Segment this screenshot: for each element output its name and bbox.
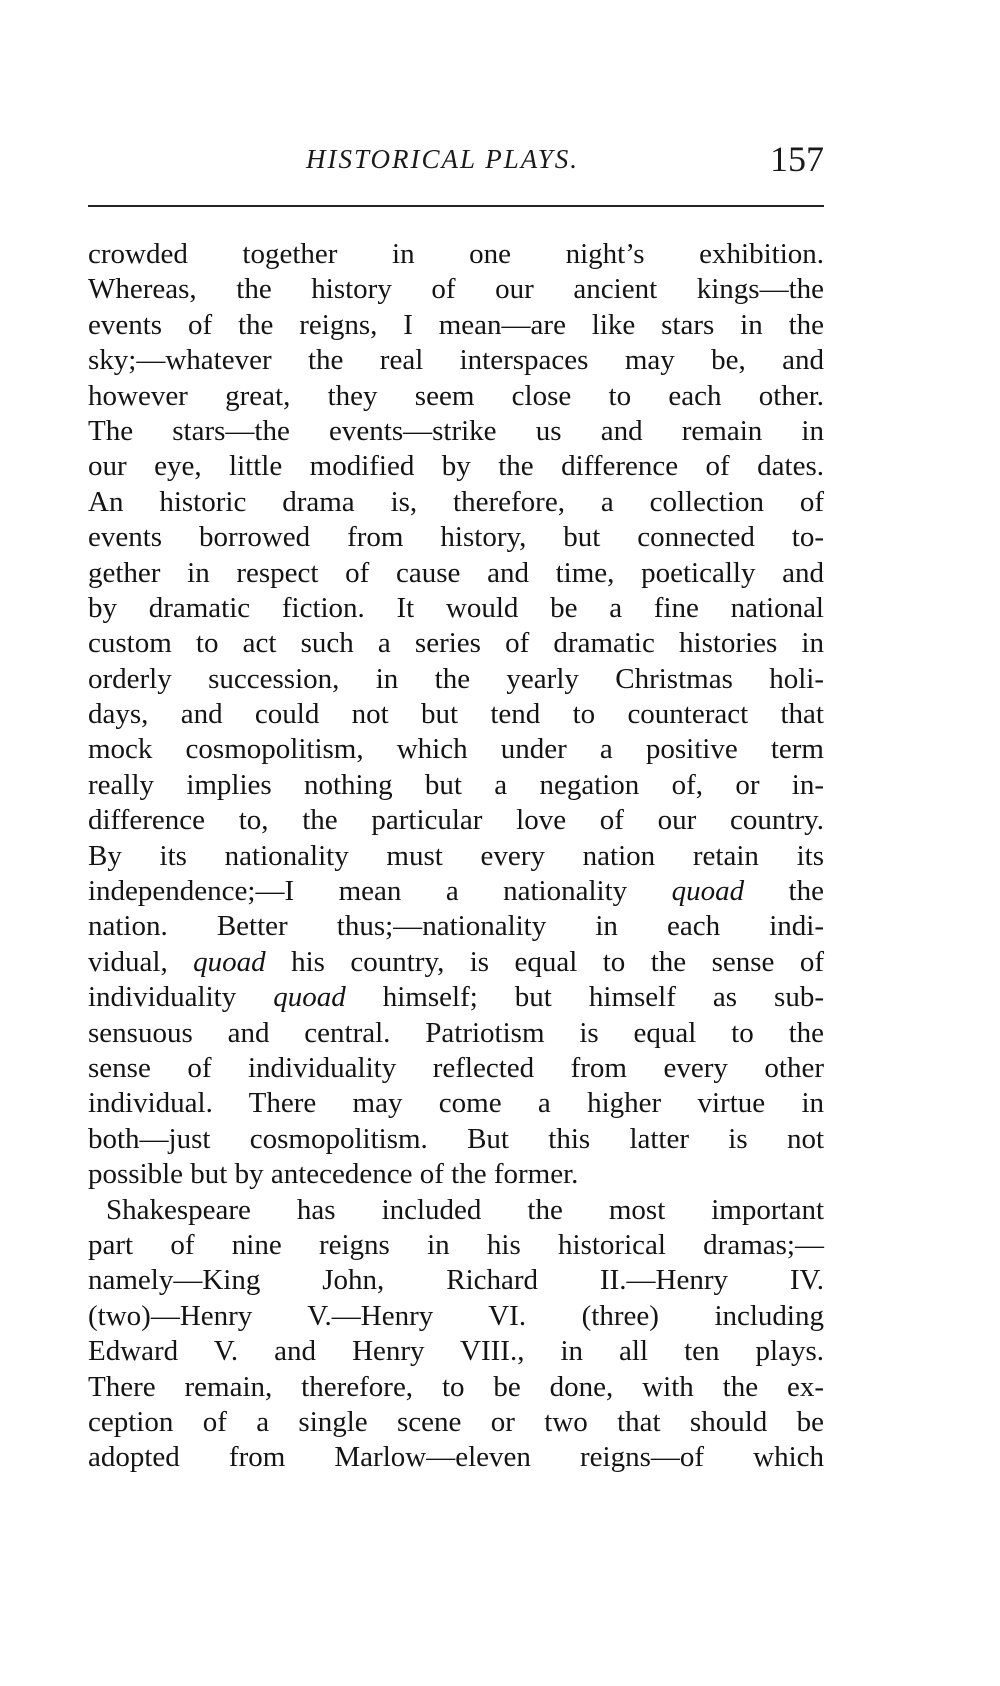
- text-segment: mock cosmopolitism, which under a positive term: [88, 733, 824, 766]
- text-segment: part of nine reigns in his historical dramas;—: [88, 1228, 824, 1261]
- text-segment: custom to act such a series of dramatic histories in: [88, 627, 824, 660]
- text-segment: crowded together in one night’s exhibition.: [88, 238, 824, 270]
- text-line: [88, 803, 824, 838]
- text-line: [88, 1122, 824, 1157]
- text-segment: sky;—whatever the real interspaces may be, and: [88, 344, 824, 377]
- text-line: [88, 980, 824, 1015]
- text-segment: both—just cosmopolitism. But this latter is not: [88, 1122, 824, 1155]
- text-segment: adopted from Marlow—eleven reigns—of which: [88, 1441, 824, 1474]
- text-line: [88, 1228, 824, 1263]
- text-segment: orderly succession, in the yearly Christmas holi-: [88, 662, 824, 695]
- text-line: [88, 768, 824, 803]
- text-segment: vidual,: [88, 945, 194, 978]
- text-line: [88, 945, 824, 980]
- text-segment: Edward V. and Henry VIII., in all ten plays.: [88, 1335, 824, 1368]
- italic-word: quoad: [193, 945, 266, 978]
- text-line: [88, 909, 824, 944]
- text-line: [88, 520, 824, 555]
- text-line: [88, 591, 824, 626]
- text-line: [88, 343, 824, 378]
- text-segment: individuality: [88, 981, 274, 1014]
- text-line: [88, 1263, 824, 1298]
- text-line: [88, 697, 824, 732]
- text-segment: difference to, the particular love of our country.: [88, 804, 824, 837]
- text-line: [88, 626, 824, 661]
- text-segment: our eye, little modified by the difference of dates.: [88, 450, 824, 483]
- text-segment: By its nationality must every nation retain its: [88, 839, 824, 872]
- text-segment: events borrowed from history, but connected to-: [88, 521, 824, 554]
- text-line: [88, 556, 824, 591]
- text-line: [88, 414, 824, 449]
- text-line: [88, 1440, 824, 1475]
- text-segment: sense of individuality reflected from every other: [88, 1051, 824, 1084]
- text-segment: nation. Better thus;—nationality in each indi-: [88, 910, 824, 943]
- text-segment: really implies nothing but a negation of, or in-: [88, 768, 824, 801]
- text-segment: possible but by antecedence of the former.: [88, 1158, 579, 1191]
- text-line: [88, 662, 824, 697]
- text-line: [88, 237, 824, 272]
- text-segment: Whereas, the history of our ancient kings—the: [88, 273, 824, 306]
- text-line: [88, 379, 824, 414]
- text-line: [88, 1157, 824, 1192]
- italic-word: quoad: [671, 875, 745, 908]
- running-head: [88, 138, 824, 182]
- text-segment: gether in respect of cause and time, poetically and: [88, 556, 824, 589]
- text-segment: The stars—the events—strike us and remain in: [88, 414, 824, 447]
- text-line: [88, 485, 824, 520]
- body-text: [88, 237, 824, 1476]
- text-line: [88, 1086, 824, 1121]
- text-segment: the: [744, 875, 824, 908]
- text-line: [88, 1370, 824, 1405]
- header-rule: [88, 205, 824, 207]
- text-segment: sensuous and central. Patriotism is equal to the: [88, 1016, 824, 1049]
- text-segment: events of the reigns, I mean—are like stars in the: [88, 308, 824, 341]
- text-segment: individual. There may come a higher virtue in: [88, 1087, 824, 1120]
- text-segment: his country, is equal to the sense of: [265, 945, 824, 978]
- text-line: [88, 874, 824, 909]
- text-segment: Shakespeare has included the most important: [106, 1193, 824, 1226]
- running-title: HISTORICAL PLAYS.: [306, 144, 580, 174]
- text-line: [88, 1016, 824, 1051]
- text-line: [88, 1051, 824, 1086]
- text-segment: ception of a single scene or two that should be: [88, 1405, 824, 1438]
- text-line: [88, 1193, 824, 1228]
- text-segment: himself; but himself as sub-: [345, 981, 824, 1014]
- text-line: [88, 449, 824, 484]
- text-segment: however great, they seem close to each other.: [88, 379, 824, 412]
- text-segment: An historic drama is, therefore, a collection of: [88, 485, 824, 518]
- text-line: [88, 839, 824, 874]
- text-line: [88, 272, 824, 307]
- text-line: [88, 308, 824, 343]
- text-segment: (two)—Henry V.—Henry VI. (three) including: [88, 1299, 824, 1332]
- text-segment: days, and could not but tend to counteract that: [88, 698, 824, 731]
- text-segment: independence;—I mean a nationality: [88, 875, 672, 908]
- page-number: 157: [770, 139, 824, 179]
- text-segment: namely—King John, Richard II.—Henry IV.: [88, 1264, 824, 1297]
- text-line: [88, 1334, 824, 1369]
- text-line: [88, 1405, 824, 1440]
- italic-word: quoad: [273, 981, 346, 1014]
- text-segment: by dramatic fiction. It would be a fine national: [88, 591, 824, 624]
- text-line: [88, 1299, 824, 1334]
- text-line: [88, 732, 824, 767]
- text-segment: There remain, therefore, to be done, with the ex-: [88, 1370, 824, 1403]
